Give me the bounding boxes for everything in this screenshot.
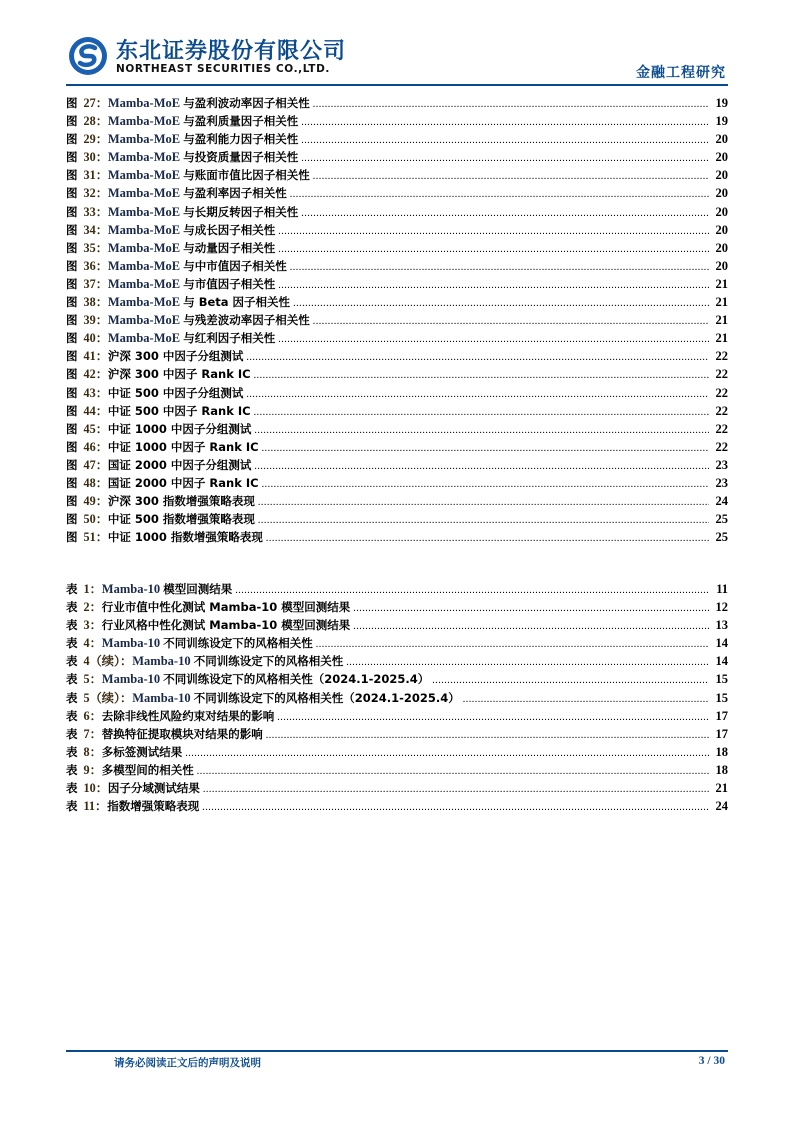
entry-page: 15 [715,690,728,705]
toc-entry[interactable] [66,616,728,634]
entry-number: 1： [83,582,102,596]
entry-type: 图 [66,421,78,436]
entry-type: 图 [66,132,78,147]
toc-entry[interactable] [66,474,728,492]
entry-title-text: 多标签测试结果 [101,744,183,759]
entry-title [108,312,310,328]
entry-title [102,635,313,651]
entry-model-name: Mamba-MoE [107,331,184,346]
entry-title-text: 国证 2000 中因子分组测试 [107,457,252,472]
toc-entry[interactable] [66,689,728,707]
entry-type: 图 [66,385,78,400]
entry-title [108,95,310,111]
entry-model-name: Mamba-10 [132,654,194,669]
entry-number: 48： [83,475,108,490]
company-name-en: NORTHEAST SECURITIES CO.,LTD. [116,63,330,75]
entry-type: 图 [66,186,78,201]
entry-title [108,439,259,455]
dot-leader [301,135,709,146]
entry-title [108,149,298,165]
entry-model-name: Mamba-MoE [107,96,184,110]
entry-type: 表 [66,618,78,633]
toc-entry[interactable] [66,779,728,797]
header-divider [66,84,728,86]
entry-type: 图 [66,313,78,328]
entry-title [108,222,275,238]
entry-type: 表 [66,636,78,651]
entry-title [108,276,275,292]
dot-leader [203,784,709,795]
northeast-securities-logo-icon [68,36,108,76]
entry-type: 图 [66,457,78,472]
entry-number: 28： [83,114,108,129]
entry-title [108,475,259,491]
entry-model-name: Mamba-MoE [107,204,184,219]
dot-leader [266,533,709,544]
entry-title [108,294,290,310]
entry-number: 42： [83,367,108,382]
entry-page: 23 [715,457,728,472]
dot-leader [185,748,709,759]
entry-title-text: 不同训练设定下的风格相关性（2024.1-2025.4） [193,690,460,705]
toc-entry[interactable] [66,347,728,365]
toc-entry[interactable] [66,670,728,688]
toc-entry[interactable] [66,384,728,402]
entry-number: 39： [83,313,108,328]
dot-leader [235,585,709,596]
entry-page: 21 [715,781,728,796]
entry-number: 4（续）： [83,654,133,669]
toc-entry[interactable] [66,293,728,311]
dot-leader [262,479,709,490]
entry-title [108,348,244,364]
entry-title [108,240,275,256]
entry-model-name: Mamba-MoE [107,295,184,310]
toc-entry[interactable] [66,275,728,293]
entry-type: 图 [66,512,78,527]
entry-title-text: 中证 500 指数增强策略表现 [107,512,255,527]
entry-number: 44： [83,403,108,418]
entry-title [108,113,298,129]
entry-title-text: 与成长因子相关性 [183,222,276,237]
toc-entry[interactable] [66,239,728,257]
dot-leader [246,389,709,400]
entry-model-name: Mamba-MoE [107,240,184,255]
toc-entry[interactable] [66,148,728,166]
toc-entry[interactable] [66,743,728,761]
entry-number: 6： [83,708,102,723]
entry-type: 图 [66,403,78,418]
entry-number: 2： [83,600,102,615]
entry-title-text: 多模型间的相关性 [101,762,194,777]
entry-type: 图 [66,96,78,110]
toc-entry[interactable] [66,311,728,329]
dot-leader [278,226,709,237]
toc-entry[interactable] [66,329,728,347]
entry-title-text: 中证 1000 指数增强策略表现 [107,530,263,545]
entry-page: 22 [715,439,728,454]
entry-title-text: 与账面市值比因子相关性 [183,168,310,183]
entry-page: 20 [715,168,728,183]
entry-type: 图 [66,494,78,509]
entry-title [102,599,350,615]
toc-entry[interactable] [66,707,728,725]
dot-leader [278,334,709,345]
dot-leader [246,352,709,363]
entry-page: 20 [715,204,728,219]
entry-number: 37： [83,276,108,291]
entry-page: 22 [715,403,728,418]
toc-entry[interactable] [66,112,728,130]
entry-number: 38： [83,295,108,310]
entry-title-text: 因子分域测试结果 [107,781,200,796]
entry-page: 12 [715,600,728,615]
dot-leader [301,153,709,164]
entry-number: 10： [83,781,108,796]
entry-type: 表 [66,654,78,669]
dot-leader [316,639,709,650]
entry-number: 45： [83,421,108,436]
entry-type: 表 [66,762,78,777]
entry-page: 15 [715,672,728,687]
entry-title [102,708,275,724]
entry-number: 51： [83,530,108,545]
entry-title-text: 与盈利质量因子相关性 [183,114,299,129]
entry-page: 14 [715,636,728,651]
entry-type: 图 [66,168,78,183]
figure-list [66,94,728,546]
entry-type: 图 [66,530,78,545]
entry-page: 20 [715,222,728,237]
entry-page: 22 [715,349,728,364]
entry-number: 33： [83,204,108,219]
table-list [66,580,728,815]
entry-page: 24 [715,494,728,509]
toc-entry[interactable] [66,257,728,275]
entry-title-text: 与 Beta 因子相关性 [183,295,291,310]
entry-number: 36： [83,258,108,273]
toc-entry[interactable] [66,456,728,474]
entry-type: 图 [66,367,78,382]
entry-title [108,493,255,509]
footer-disclaimer: 请务必阅读正文后的声明及说明 [114,1057,261,1069]
entry-type: 图 [66,258,78,273]
entry-title-text: 行业市值中性化测试 Mamba-10 模型回测结果 [101,600,351,615]
entry-number: 40： [83,331,108,346]
entry-number: 7： [83,726,102,741]
entry-number: 29： [83,132,108,147]
entry-title-text: 与投资质量因子相关性 [183,150,299,165]
entry-page: 21 [715,276,728,291]
entry-title [102,581,232,597]
entry-model-name: Mamba-MoE [107,168,184,183]
entry-model-name: Mamba-MoE [107,186,184,201]
entry-page: 13 [715,618,728,633]
entry-model-name: Mamba-MoE [107,132,184,147]
entry-title [108,511,255,527]
entry-title-text: 与盈利率因子相关性 [183,186,287,201]
toc-entry[interactable] [66,492,728,510]
entry-page: 25 [715,512,728,527]
entry-title [108,204,298,220]
entry-number: 5： [83,672,102,687]
entry-number: 49： [83,494,108,509]
entry-title-text: 指数增强策略表现 [107,799,200,814]
entry-type: 表 [66,744,78,759]
entry-number: 3： [83,618,102,633]
entry-title [132,690,459,706]
entry-title [108,403,251,419]
toc-entry[interactable] [66,166,728,184]
entry-model-name: Mamba-10 [101,582,164,596]
entry-type: 表 [66,600,78,615]
entry-title-text: 中证 500 中因子 Rank IC [107,403,251,418]
entry-page: 19 [715,114,728,129]
entry-title-text: 与动量因子相关性 [183,240,276,255]
dot-leader [463,694,709,705]
entry-page: 25 [715,530,728,545]
entry-page: 20 [715,258,728,273]
toc-entry[interactable] [66,634,728,652]
dot-leader [290,189,709,200]
entry-title-text: 模型回测结果 [163,582,233,596]
entry-type: 图 [66,295,78,310]
dot-leader [290,262,709,273]
entry-page: 21 [715,295,728,310]
entry-title [108,258,287,274]
entry-type: 图 [66,114,78,129]
entry-page: 19 [715,96,728,110]
entry-model-name: Mamba-MoE [107,222,184,237]
entry-type: 图 [66,222,78,237]
entry-type: 图 [66,349,78,364]
page-header [66,34,728,84]
dot-leader [313,316,709,327]
entry-model-name: Mamba-MoE [107,150,184,165]
entry-title-text: 行业风格中性化测试 Mamba-10 模型回测结果 [101,618,351,633]
dot-leader [258,497,709,508]
entry-number: 27： [83,96,108,110]
entry-number: 41： [83,349,108,364]
entry-number: 30： [83,150,108,165]
entry-number: 5（续）： [83,690,133,705]
entry-title-text: 替换特征提取模块对结果的影响 [101,726,263,741]
entry-type: 图 [66,240,78,255]
entry-number: 9： [83,762,102,777]
entry-title [108,457,252,473]
entry-number: 11： [83,799,108,814]
dot-leader [293,298,709,309]
entry-title [102,671,429,687]
entry-model-name: Mamba-MoE [107,313,184,328]
entry-model-name: Mamba-MoE [107,276,184,291]
entry-title-text: 与中市值因子相关性 [183,258,287,273]
entry-model-name: Mamba-10 [132,690,194,705]
toc-entry[interactable] [66,94,728,112]
entry-page: 21 [715,331,728,346]
entry-type: 表 [66,690,78,705]
entry-page: 17 [715,726,728,741]
entry-title-text: 与残差波动率因子相关性 [183,313,310,328]
entry-page: 18 [715,744,728,759]
entry-page: 22 [715,421,728,436]
entry-page: 14 [715,654,728,669]
entry-page: 20 [715,150,728,165]
entry-title [102,726,263,742]
toc-entry[interactable] [66,203,728,221]
entry-title-text: 中证 1000 中因子分组测试 [107,421,252,436]
entry-type: 图 [66,331,78,346]
dot-leader [301,117,709,128]
company-name-cn: 东北证券股份有限公司 [116,39,347,64]
toc-entry[interactable] [66,797,728,815]
entry-page: 21 [715,313,728,328]
entry-title [108,330,275,346]
entry-page: 18 [715,762,728,777]
entry-title-text: 与长期反转因子相关性 [183,204,299,219]
entry-page: 24 [715,799,728,814]
toc-entry[interactable] [66,725,728,743]
dot-leader [346,657,709,668]
entry-page: 22 [715,367,728,382]
entry-type: 表 [66,726,78,741]
toc-entry[interactable] [66,438,728,456]
dot-leader [202,802,709,813]
entry-number: 8： [83,744,102,759]
entry-title-text: 沪深 300 中因子 Rank IC [107,367,251,382]
entry-title-text: 不同训练设定下的风格相关性（2024.1-2025.4） [163,672,430,687]
toc-entry[interactable] [66,580,728,598]
entry-title [102,744,183,760]
entry-title [108,185,287,201]
entry-title-text: 国证 2000 中因子 Rank IC [107,475,259,490]
dot-leader [266,730,709,741]
entry-page: 20 [715,186,728,201]
entry-title-text: 不同训练设定下的风格相关性 [193,654,344,669]
entry-page: 11 [716,582,728,596]
entry-type: 图 [66,276,78,291]
entry-title-text: 与盈利能力因子相关性 [183,132,299,147]
toc-entry[interactable] [66,652,728,670]
dot-leader [258,515,709,526]
footer-divider [66,1050,728,1052]
entry-type: 图 [66,439,78,454]
entry-type: 表 [66,799,78,814]
entry-page: 22 [715,385,728,400]
entry-title [108,421,252,437]
entry-title [108,780,200,796]
entry-title [108,366,251,382]
entry-model-name: Mamba-MoE [107,258,184,273]
entry-type: 表 [66,672,78,687]
entry-number: 35： [83,240,108,255]
entry-title [102,617,350,633]
toc-entry[interactable] [66,598,728,616]
company-logo [66,34,366,80]
entry-number: 31： [83,168,108,183]
toc-entry[interactable] [66,184,728,202]
entry-number: 43： [83,385,108,400]
entry-title-text: 去除非线性风险约束对结果的影响 [101,708,275,723]
entry-title [108,385,244,401]
entry-model-name: Mamba-10 [101,636,164,651]
toc-entry[interactable] [66,402,728,420]
entry-number: 32： [83,186,108,201]
entry-title-text: 与市值因子相关性 [183,276,276,291]
dot-leader [301,208,709,219]
dot-leader [254,461,709,472]
entry-page: 17 [715,708,728,723]
entry-number: 34： [83,222,108,237]
entry-title [108,131,298,147]
entry-type: 图 [66,475,78,490]
entry-title [108,167,310,183]
entry-number: 46： [83,439,108,454]
entry-title [107,798,199,814]
page-number: 3 / 30 [698,1055,725,1067]
entry-type: 表 [66,582,78,596]
entry-title [102,762,194,778]
dot-leader [432,675,709,686]
entry-title-text: 中证 1000 中因子 Rank IC [107,439,259,454]
toc-entry[interactable] [66,365,728,383]
dot-leader [353,621,709,632]
dot-leader [278,280,709,291]
entry-title-text: 与盈利波动率因子相关性 [183,96,310,110]
entry-title [132,653,343,669]
entry-page: 23 [715,475,728,490]
dot-leader [278,244,709,255]
toc-entry[interactable] [66,420,728,438]
toc-entry[interactable] [66,761,728,779]
dot-leader [313,171,709,182]
dot-leader [254,407,709,418]
entry-title [108,529,263,545]
entry-number: 50： [83,512,108,527]
entry-number: 47： [83,457,108,472]
entry-title-text: 与红利因子相关性 [183,331,276,346]
toc-entry[interactable] [66,221,728,239]
entry-type: 图 [66,150,78,165]
entry-type: 图 [66,204,78,219]
toc-entry[interactable] [66,510,728,528]
dot-leader [313,99,709,110]
entry-number: 4： [83,636,102,651]
entry-model-name: Mamba-10 [101,672,164,687]
entry-page: 20 [715,132,728,147]
toc-entry[interactable] [66,528,728,546]
dot-leader [262,443,709,454]
entry-type: 表 [66,781,78,796]
entry-title-text: 沪深 300 指数增强策略表现 [107,494,255,509]
report-section-title: 金融工程研究 [636,65,726,81]
dot-leader [197,766,709,777]
entry-model-name: Mamba-MoE [107,114,184,129]
dot-leader [353,603,709,614]
entry-page: 20 [715,240,728,255]
dot-leader [254,370,709,381]
entry-title-text: 沪深 300 中因子分组测试 [107,349,244,364]
entry-type: 表 [66,708,78,723]
entry-title-text: 中证 500 中因子分组测试 [107,385,244,400]
dot-leader [277,712,709,723]
entry-title-text: 不同训练设定下的风格相关性 [163,636,313,651]
dot-leader [254,425,709,436]
toc-entry[interactable] [66,130,728,148]
